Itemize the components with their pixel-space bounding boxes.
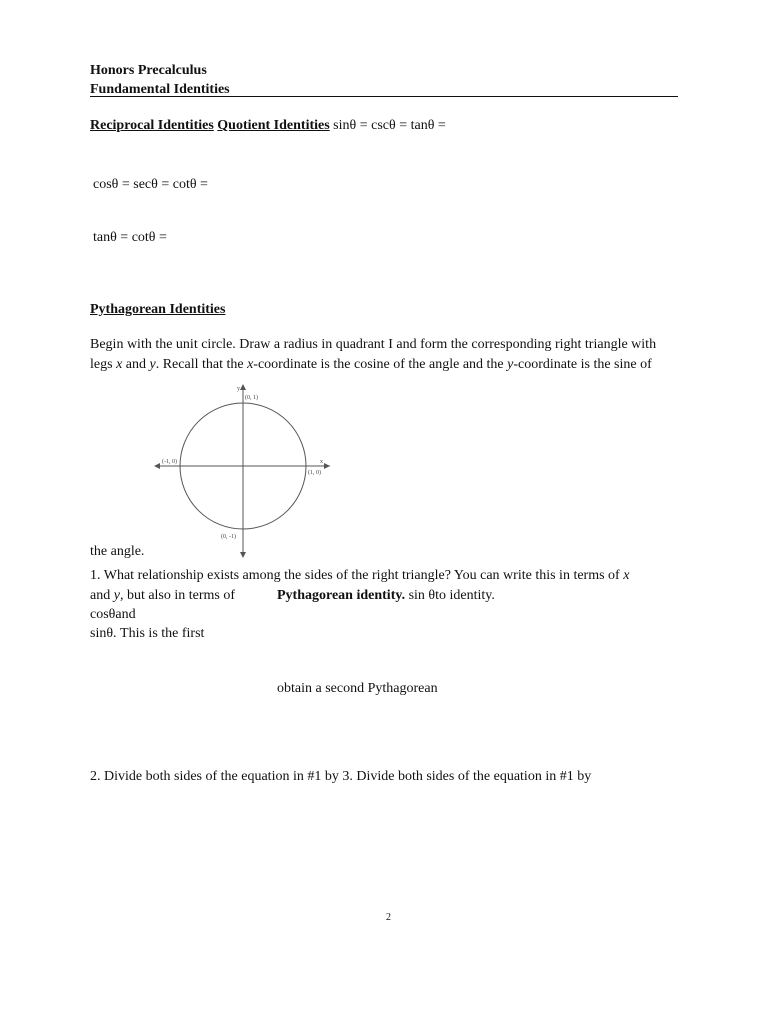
italic-x: x [247, 357, 254, 372]
identity-line-1: sinθ = cscθ = tanθ = [333, 118, 446, 133]
questions-2-3-line: 2. Divide both sides of the equation in #1 by 3. Divide both sides of the equation in #1 by [90, 769, 592, 784]
page-number: 2 [386, 912, 391, 923]
label-top: (0, 1) [245, 395, 258, 401]
text-span: 1. What relationship exists among the sides of the right triangle? You can write this in terms of [90, 568, 624, 583]
label-left: (-1, 0) [162, 459, 177, 465]
label-bottom: (0, -1) [221, 534, 236, 540]
x-axis-arrow-right [324, 463, 330, 469]
identity-line-3: tanθ = cotθ = [93, 230, 167, 245]
page-title: Fundamental Identities [90, 82, 230, 97]
pythagorean-identity-bold: Pythagorean identity. [277, 588, 406, 603]
pythagorean-heading: Pythagorean Identities [90, 302, 226, 317]
italic-y: y [507, 357, 514, 372]
paragraph-line-2 [90, 357, 652, 374]
question-obtain-line: obtain a second Pythagorean [277, 681, 438, 696]
y-axis-arrow-up [240, 384, 246, 390]
x-axis-arrow-left [154, 463, 160, 469]
text-span: . Recall that the [155, 357, 248, 372]
title-rule [90, 96, 678, 97]
italic-x: x [623, 568, 630, 583]
italic-x: x [116, 357, 123, 372]
text-span: sin θto identity. [405, 588, 495, 603]
text-span: legs [90, 357, 117, 372]
identity-line-2: cosθ = secθ = cotθ = [93, 177, 208, 192]
text-span: and [90, 588, 114, 603]
question-1-line-3: cosθand [90, 607, 136, 622]
x-axis-label: x [320, 459, 323, 465]
course-title: Honors Precalculus [90, 63, 207, 78]
question-1-line-4: sinθ. This is the first [90, 626, 205, 641]
identities-heading-line [90, 118, 446, 135]
question-1-bold-line [277, 588, 495, 605]
italic-y: y [113, 588, 120, 603]
italic-y: y [149, 357, 156, 372]
question-1-line-2 [90, 588, 235, 605]
text-span: and [122, 357, 150, 372]
paragraph-line-1: Begin with the unit circle. Draw a radius in quadrant I and form the corresponding right triangle with [90, 337, 657, 352]
y-axis-label: y [237, 386, 240, 392]
label-right: (1, 0) [308, 470, 321, 476]
reciprocal-heading: Reciprocal Identities [90, 118, 214, 133]
paragraph-line-3: the angle. [90, 544, 145, 559]
unit-circle-figure [148, 380, 338, 562]
quotient-heading: Quotient Identities [217, 118, 330, 133]
question-1-line-1 [90, 568, 629, 585]
text-span: , but also in terms of [119, 588, 236, 603]
text-span: -coordinate is the cosine of the angle and the [253, 357, 508, 372]
text-span: -coordinate is the sine of [513, 357, 652, 372]
y-axis-arrow-down [240, 552, 246, 558]
